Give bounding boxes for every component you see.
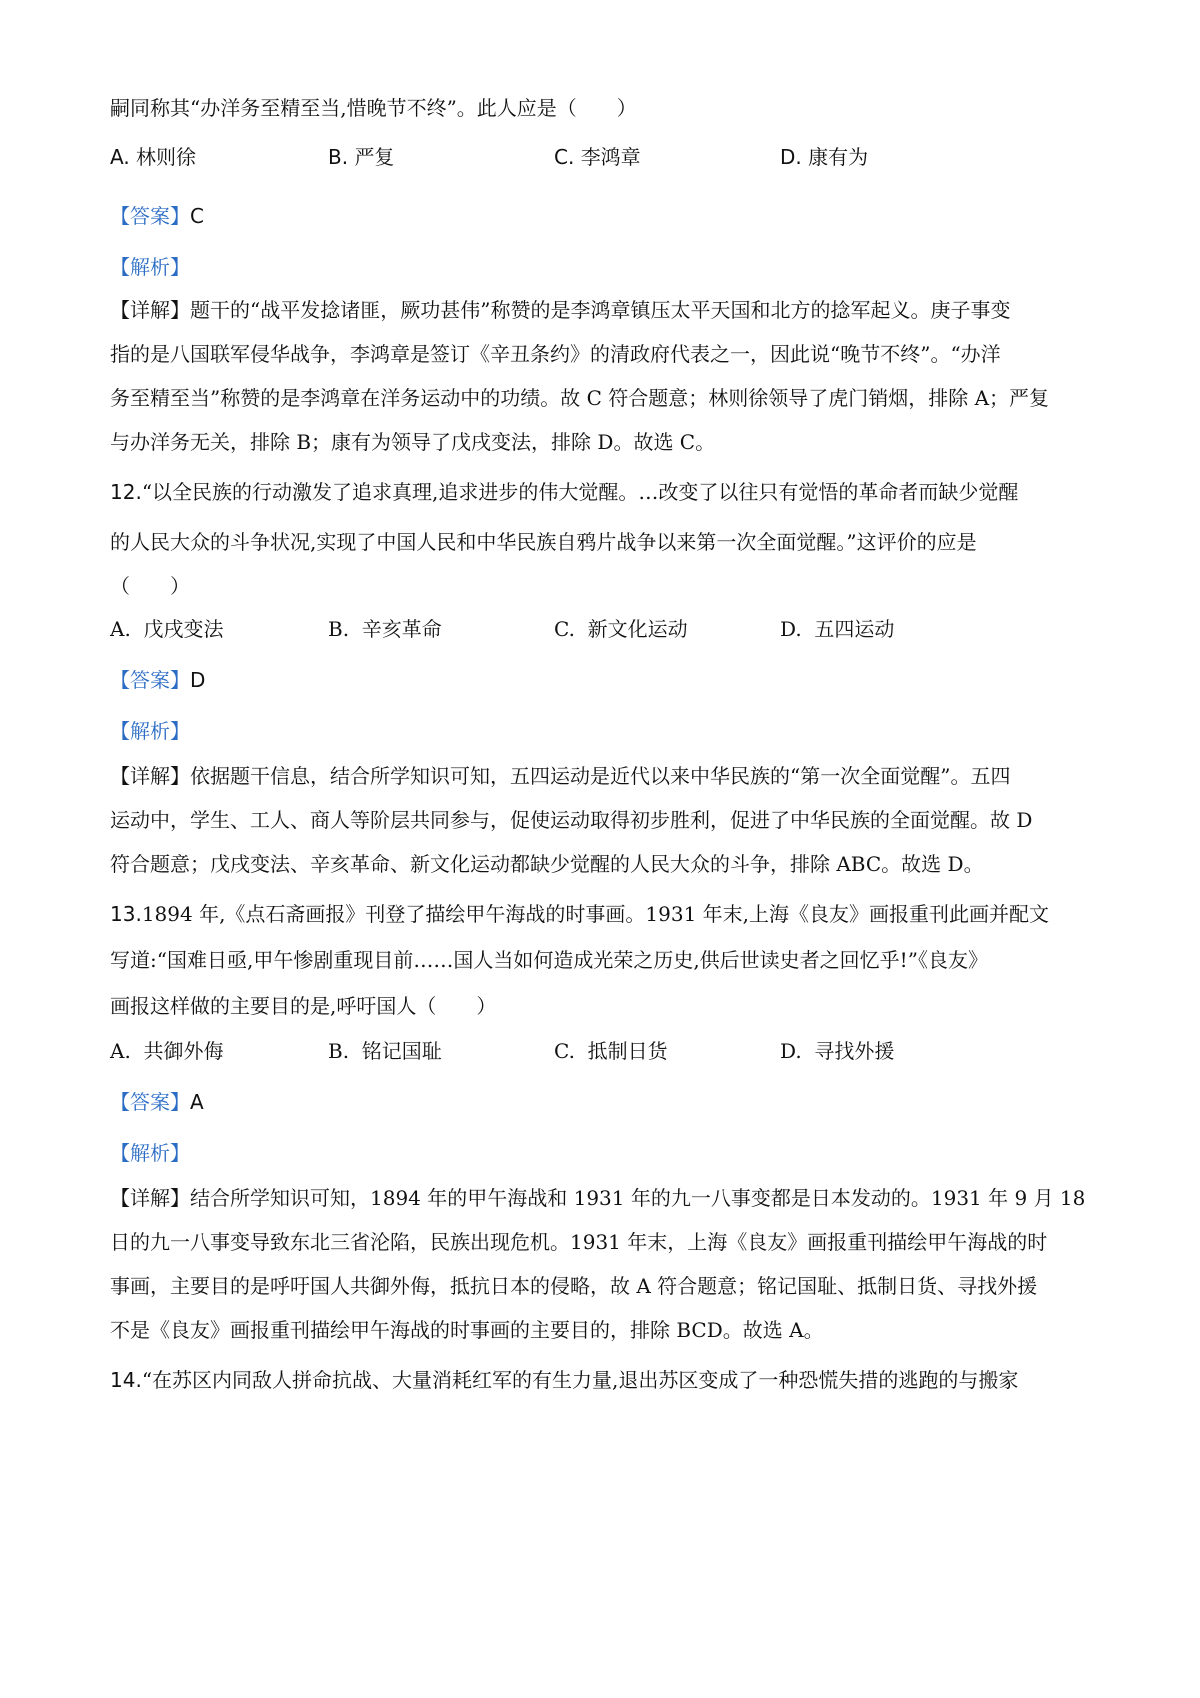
q11-option-b: B. 严复	[328, 145, 395, 169]
q14-number: 14.	[110, 1368, 142, 1392]
q11-option-c: C. 李鸿章	[554, 145, 641, 169]
q12-answer: 【答案】D	[110, 668, 206, 692]
q14-stem-line: 14.“在苏区内同敌人拼命抗战、大量消耗红军的有生力量,退出苏区变成了一种恐慌失措的逃跑的与搬家	[110, 1368, 1019, 1392]
q12-option-c: C. 新文化运动	[554, 617, 688, 641]
q13-detail-line: 【详解】结合所学知识可知，1894 年的甲午海战和 1931 年的九一八事变都是日本发动的。1931 年 9 月 18	[110, 1186, 1086, 1210]
q11-stem-line: 嗣同称其“办洋务至精至当,惜晚节不终”。此人应是（ ）	[110, 96, 637, 120]
q13-detail-line: 不是《良友》画报重刊描绘甲午海战的时事画的主要目的，排除 BCD。故选 A。	[110, 1318, 824, 1342]
q13-stem-line: 画报这样做的主要目的是,呼吁国人（ ）	[110, 994, 497, 1018]
q12-number: 12.	[110, 480, 142, 504]
q13-option-a: A. 共御外侮	[110, 1039, 224, 1063]
q11-detail-line: 务至精至当”称赞的是李鸿章在洋务运动中的功绩。故 C 符合题意；林则徐领导了虎门销烟，排除 A；严复	[110, 386, 1050, 410]
q12-option-a: A. 戊戌变法	[110, 617, 224, 641]
q11-options	[110, 142, 1100, 172]
q12-stem-line: （ ）	[110, 574, 190, 598]
q11-detail-line: 与办洋务无关，排除 B；康有为领导了戊戌变法，排除 D。故选 C。	[110, 430, 716, 454]
q12-detail-line: 符合题意；戊戌变法、辛亥革命、新文化运动都缺少觉醒的人民大众的斗争，排除 ABC。故选 D。	[110, 852, 984, 876]
q12-detail-line: 运动中，学生、工人、商人等阶层共同参与，促使运动取得初步胜利，促进了中华民族的全面觉醒。故 D	[110, 808, 1033, 832]
q13-detail-line: 日的九一八事变导致东北三省沦陷，民族出现危机。1931 年末，上海《良友》画报重刊描绘甲午海战的时	[110, 1230, 1048, 1254]
q13-options	[110, 1036, 1100, 1066]
q12-detail-line: 【详解】依据题干信息，结合所学知识可知，五四运动是近代以来中华民族的“第一次全面觉醒”。五四	[110, 764, 1011, 788]
q13-stem-line: 写道:“国难日亟,甲午惨剧重现目前……国人当如何造成光荣之历史,供后世读史者之回忆乎!”《良友》	[110, 948, 988, 972]
q12-options	[110, 614, 1100, 644]
q13-number: 13.	[110, 902, 142, 926]
q13-option-b: B. 铭记国耻	[328, 1039, 442, 1063]
q12-option-d: D. 五四运动	[780, 617, 895, 641]
q12-stem-line: 12.“以全民族的行动激发了追求真理,追求进步的伟大觉醒。…改变了以往只有觉悟的革命者而缺少觉醒	[110, 480, 1019, 504]
q12-analysis-tag: 【解析】	[110, 719, 190, 743]
q12-option-b: B. 辛亥革命	[328, 617, 442, 641]
q11-answer: 【答案】C	[110, 204, 204, 228]
q11-detail-line: 【详解】题干的“战平发捻诸匪，厥功甚伟”称赞的是李鸿章镇压太平天国和北方的捻军起义。庚子事变	[110, 298, 1011, 322]
q13-answer: 【答案】A	[110, 1090, 204, 1114]
q13-option-c: C. 抵制日货	[554, 1039, 668, 1063]
q13-analysis-tag: 【解析】	[110, 1141, 190, 1165]
q11-detail-line: 指的是八国联军侵华战争，李鸿章是签订《辛丑条约》的清政府代表之一，因此说“晚节不终”。“办洋	[110, 342, 1001, 366]
q11-option-a: A. 林则徐	[110, 145, 197, 169]
q13-option-d: D. 寻找外援	[780, 1039, 895, 1063]
q13-stem-line: 13.1894 年,《点石斋画报》刊登了描绘甲午海战的时事画。1931 年末,上海《良友》画报重刊此画并配文	[110, 902, 1050, 926]
q11-option-d: D. 康有为	[780, 145, 869, 169]
q13-detail-line: 事画，主要目的是呼吁国人共御外侮，抵抗日本的侵略，故 A 符合题意；铭记国耻、抵制日货、寻找外援	[110, 1274, 1038, 1298]
q11-analysis-tag: 【解析】	[110, 255, 190, 279]
q12-stem-line: 的人民大众的斗争状况,实现了中国人民和中华民族自鸦片战争以来第一次全面觉醒。”这评价的应是	[110, 530, 977, 554]
